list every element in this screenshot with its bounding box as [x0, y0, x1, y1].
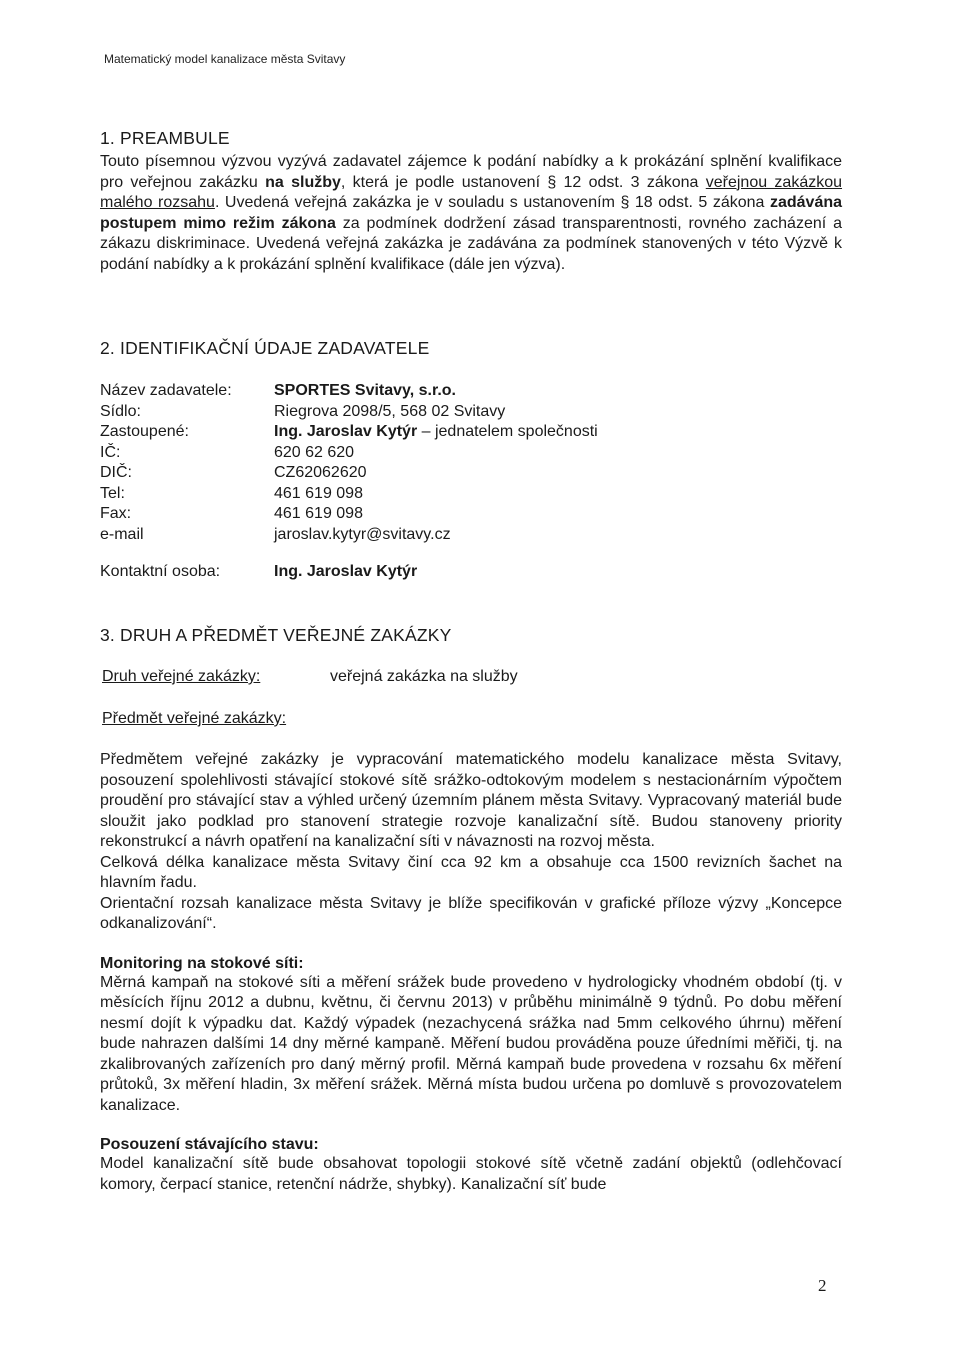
id-value: Ing. Jaroslav Kytýr – jednatelem společnosti [274, 423, 598, 440]
druh-label: Druh veřejné zakázky: [102, 668, 261, 685]
rozsah-paragraph: Orientační rozsah kanalizace města Svitavy je blíže specifikován v grafické příloze výzvy „Koncepce odkanalizování“. [100, 894, 842, 932]
id-value: CZ62062620 [274, 464, 367, 481]
druh-row [102, 668, 518, 686]
id-label: Fax: [100, 505, 132, 522]
running-header: Matematický model kanalizace města Svitavy [104, 52, 346, 66]
id-row [100, 504, 598, 525]
id-row [100, 381, 598, 402]
section-heading: 3. DRUH A PŘEDMĚT VEŘEJNÉ ZAKÁZKY [100, 625, 452, 645]
id-row [100, 422, 598, 443]
id-value: 461 619 098 [274, 484, 363, 502]
predmet-body [100, 750, 842, 1195]
id-label: Název zadavatele: [100, 382, 232, 399]
contact-label: Kontaktní osoba: [100, 563, 221, 580]
posouzeni-paragraph: Model kanalizační sítě bude obsahovat topologii stokové sítě včetně zadání objektů (odlehčovací komory, čerpací stanice, retenční nádrže, shybky). Kanalizační síť bude [100, 1155, 842, 1193]
section-identifikace [100, 338, 842, 359]
identification-table [100, 381, 598, 545]
id-label: Sídlo: [100, 402, 141, 420]
predmet-paragraph: Předmětem veřejné zakázky je vypracování matematického modelu kanalizace města Svitavy, posouzení spolehlivosti stávající stokové sítě srážko-odtokovým modelem s nestacionárním výpočtem proudění pro stávající stav a výhled určený územním plánem města Svitavy. Vypracovaný materiál bude sloužit jako podklad pro stanovení strategie rozvoje kanalizační sítě. Budou stanoveny priority rekonstrukcí a návrh opatření na kanalizační síti v návaznosti na rozvoj města. [100, 751, 842, 850]
page-number: 2 [818, 1276, 827, 1295]
email-value: jaroslav.kytyr@svitavy.cz [274, 525, 451, 543]
id-row [100, 443, 598, 464]
monitoring-paragraph: Měrná kampaň na stokové síti a měření srážek bude provedeno v hydrologicky vhodném období (tj. v měsících říjnu 2012 a dubnu, květnu, či červnu 2013) v průběhu minimálně 9 týdnů. Po dobu měření nesmí dojít k výpadku dat. Každý výpadek (nezachycená srážka nad 5mm celkového úhrnu) měření bude nahrazen dalšími 14 dny měrné kampaně. Měření budou prováděna pouze úředními měřiči, tj. na zkalibrovaných zařízeních pro daný měrný profil. Měrná kampaň bude provedena v rozsahu 6x měření průtoků, 3x měření hladin, 3x měření srážek. Měrná místa budou určena po domluvě s provozovatelem kanalizace. [100, 973, 842, 1114]
section-druh-predmet [100, 625, 842, 646]
id-value: Riegrova 2098/5, 568 02 Svitavy [274, 402, 506, 420]
contact-person-row [100, 563, 417, 581]
contact-value: Ing. Jaroslav Kytýr [274, 563, 418, 580]
section-heading: 2. IDENTIFIKAČNÍ ÚDAJE ZADAVATELE [100, 338, 430, 358]
delka-paragraph: Celková délka kanalizace města Svitavy činí cca 92 km a obsahuje cca 1500 revizních šachet na hlavním řadu. [100, 853, 842, 891]
id-label: IČ: [100, 443, 121, 461]
id-label: Zastoupené: [100, 423, 189, 440]
id-label: e-mail [100, 525, 144, 543]
id-value: 461 619 098 [274, 505, 363, 522]
druh-value: veřejná zakázka na služby [330, 668, 518, 685]
id-value: 620 62 620 [274, 443, 355, 461]
section-heading: 1. PREAMBULE [100, 128, 230, 148]
id-label: Tel: [100, 484, 125, 502]
preambule-paragraph: Touto písemnou výzvou vyzývá zadavatel zájemce k podání nabídky a k prokázání splnění kvalifikace pro veřejnou zakázku na služby, která je podle ustanovení § 12 odst. 3 zákona veřejnou zakázkou malého rozsahu. Uvedená veřejná zakázka je v souladu s ustanovením § 18 odst. 5 zákona zadávána postupem mimo režim zákona za podmínek dodržení zásad transparentnosti, rovného zacházení a zákazu diskriminace. Uvedená veřejná zakázka je zadávána za podmínek stanovených v této Výzvě k podání nabídky a k prokázání splnění kvalifikace (dále jen výzva). [100, 153, 843, 273]
id-row [100, 463, 598, 484]
section-preambule [100, 128, 842, 275]
id-row [100, 525, 598, 546]
id-row [100, 484, 598, 505]
id-label: DIČ: [100, 464, 132, 481]
id-value: SPORTES Svitavy, s.r.o. [274, 382, 456, 399]
id-row [100, 402, 598, 423]
posouzeni-heading: Posouzení stávajícího stavu: [100, 1136, 319, 1153]
monitoring-heading: Monitoring na stokové síti: [100, 954, 304, 972]
predmet-label: Předmět veřejné zakázky: [102, 710, 287, 727]
